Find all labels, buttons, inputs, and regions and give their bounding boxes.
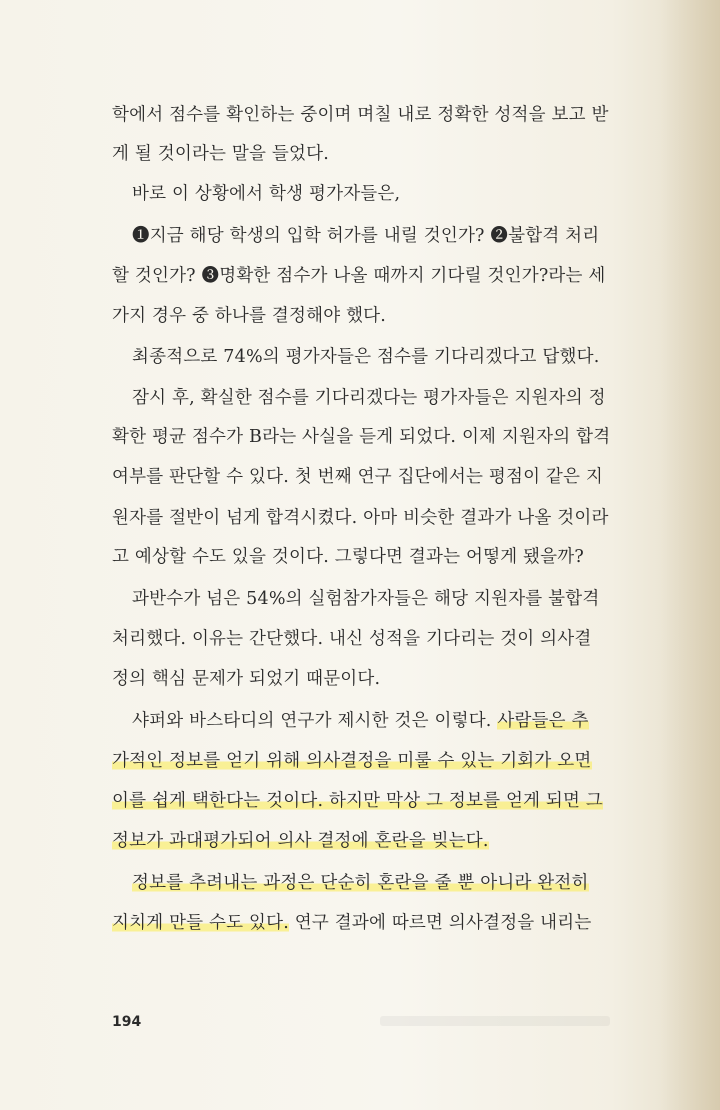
- text-line-15: 정의 핵심 문제가 되었기 때문이다.: [112, 669, 381, 689]
- text-line-12: 고 예상할 수도 있을 것이다. 그렇다면 결과는 어떻게 됐을까?: [112, 547, 584, 567]
- text-segment-plain: 샤퍼와 바스타디의 연구가 제시한 것은 이렇다.: [132, 711, 498, 731]
- text-segment-plain: 연구 결과에 따르면 의사결정을 내리는: [289, 913, 592, 933]
- text-line-5: 할 것인가? ❸명확한 점수가 나올 때까지 기다릴 것인가?라는 세: [112, 266, 606, 286]
- text-line-3: 바로 이 상황에서 학생 평가자들은,: [132, 184, 401, 204]
- text-line-13: 과반수가 넘은 54%의 실험참가자들은 해당 지원자를 불합격: [132, 589, 600, 609]
- text-line-1: 학에서 점수를 확인하는 중이며 며칠 내로 정확한 성적을 보고 받: [112, 105, 609, 125]
- text-line-19: [112, 830, 620, 852]
- text-line-9: 확한 평균 점수가 B라는 사실을 듣게 되었다. 이제 지원자의 합격: [112, 427, 611, 447]
- page-number: 194: [112, 1014, 142, 1030]
- text-line-8: 잠시 후, 확실한 점수를 기다리겠다는 평가자들은 지원자의 정: [132, 388, 606, 408]
- text-line-4: ❶지금 해당 학생의 입학 허가를 내릴 것인가? ❷불합격 처리: [132, 226, 600, 246]
- highlighted-segment: 정보를 추려내는 과정은 단순히 혼란을 줄 뿐 아니라 완전히: [132, 873, 589, 893]
- highlighted-segment: 정보가 과대평가되어 의사 결정에 혼란을 빚는다.: [112, 831, 489, 851]
- text-line-14: 처리했다. 이유는 간단했다. 내신 성적을 기다리는 것이 의사결: [112, 629, 592, 649]
- text-line-17: [112, 750, 620, 772]
- text-line-7: 최종적으로 74%의 평가자들은 점수를 기다리겠다고 답했다.: [132, 347, 600, 367]
- text-line-11: 원자를 절반이 넘게 합격시켰다. 아마 비슷한 결과가 나올 것이라: [112, 508, 609, 528]
- text-line-6: 가지 경우 중 하나를 결정해야 했다.: [112, 306, 387, 326]
- text-line-10: 여부를 판단할 수 있다. 첫 번째 연구 집단에서는 평점이 같은 지: [112, 467, 604, 487]
- highlighted-segment: 이를 쉽게 택한다는 것이다. 하지만 막상 그 정보를 얻게 되면 그: [112, 791, 604, 811]
- show-through-text-shadow: [380, 1016, 610, 1026]
- text-line-20: [132, 872, 620, 894]
- highlighted-segment: 지치게 만들 수도 있다.: [112, 913, 289, 933]
- text-line-16: [132, 710, 620, 732]
- text-line-18: [112, 790, 620, 812]
- text-line-2: 게 될 것이라는 말을 들었다.: [112, 144, 329, 164]
- highlighted-segment: 가적인 정보를 얻기 위해 의사결정을 미룰 수 있는 기회가 오면: [112, 751, 592, 771]
- text-line-21: [112, 912, 620, 934]
- highlighted-segment: 사람들은 추: [497, 711, 589, 731]
